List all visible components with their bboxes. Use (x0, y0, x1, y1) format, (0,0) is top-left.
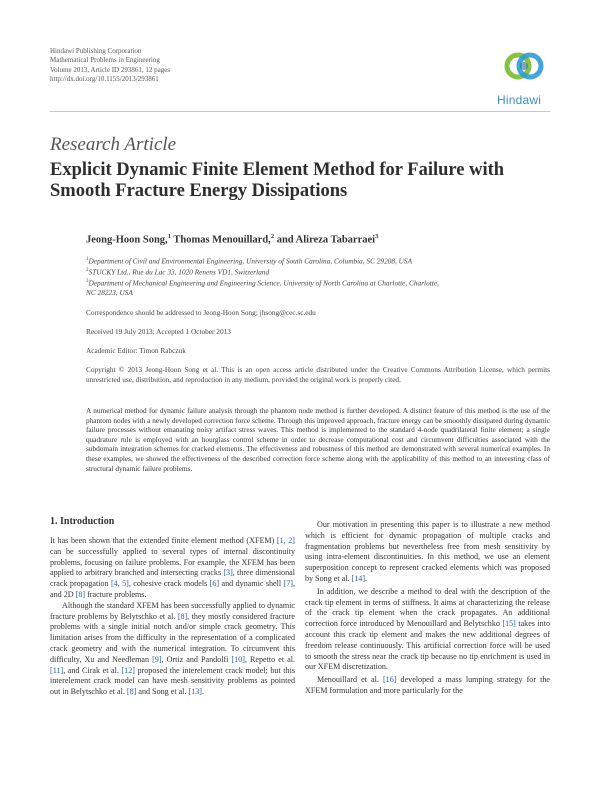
author-name: Thomas Menouillard, (173, 234, 271, 246)
citation-link[interactable]: [1, 2] (276, 536, 296, 545)
abstract: A numerical method for dynamic failure analysis through the phantom node method is further developed. A distinct feature of this method is the use of the phantom nodes with a newly developed correction force scheme. Through this improved approach, fracture energy can be smoothly dissipated during dynamic failure processes without emanating noisy artifact stress waves. This method is implemented to the standard 4-node quadrilateral finite element; a single quadrature rule is employed with an hourglass control scheme in order to decrease computational cost and circumvent difficulties associated with the subdomain integration schemes for cracked elements. The effectiveness and robustness of this method are demonstrated with several numerical examples. In these examples, we showed the effectiveness of the described correction force scheme along with the applicability of this method to an interesting class of structural dynamic failure problems. (86, 406, 550, 473)
paper-title: Explicit Dynamic Finite Element Method for Failure with Smooth Fracture Energy Dissipations (50, 160, 505, 201)
citation-link[interactable]: [4, 5] (110, 579, 129, 589)
paragraph: Although the standard XFEM has been successfully applied to dynamic fracture problems by Belytschko et al. [8], they mostly considered fracture problems with a single initial notch and/or simple crack geometry. This limitation arises from the difficulty in the representation of a complicated crack geometry and with the numerical integration. To circumvent this difficulty, Xu and Needleman [9], Ortiz and Pandolfi [10], Repetto et al. [11], and Cirak et al. [12] proposed the interelement crack model; but this interelement crack model can have mesh sensitivity problems as pointed out in Belytschko et al. [8] and Song et al. [13]. (50, 600, 295, 697)
citation-link[interactable]: [8] (75, 589, 86, 599)
citation-link[interactable]: [14] (351, 573, 366, 583)
paragraph: In addition, we describe a method to deal with the description of the crack tip element in terms of stiffness. It aims at characterizing the release of the crack tip element when the crack propagates. An additional correction force introduced by Menouillard and Belytschko [15] takes into account this crack tip element and makes the new additional degrees of freedom release continuously. This artificial correction force will be used to smooth the stress near the crack tip because no tip enrichment is used in our XFEM discretization. (305, 586, 550, 672)
citation-link[interactable]: [15] (502, 619, 516, 629)
citation-link[interactable]: [9] (152, 654, 162, 664)
doi-link[interactable]: http://dx.doi.org/10.1155/2013/293861 (50, 75, 159, 84)
author-sup: 1 (167, 233, 171, 240)
header-divider (50, 111, 550, 112)
author-sup: 3 (375, 233, 379, 240)
publisher-name: Hindawi Publishing Corporation (50, 47, 142, 55)
citation-link[interactable]: [11] (50, 665, 64, 675)
journal-name: Mathematical Problems in Engineering (50, 56, 160, 65)
citation-link[interactable]: [8] (177, 611, 188, 621)
citation-link[interactable]: [8] (126, 687, 137, 697)
affiliation-3: $^3$Department of Mechanical Engineering and Engineering Science, University of North Carolina at Charlotte, Charlotte, NC 28223, USA (86, 278, 439, 297)
article-type: Research Article (50, 134, 177, 155)
paragraph: It has been shown that the extended finite element method (XFEM) [1, 2] can be successfully applied to several types of internal discontinuity problems, focusing on failure problems. For example, the XFEM has been applied to arbitrary branched and intersecting cracks [3], three dimensional crack propagation [4, 5], cohesive crack models [6] and dynamic shell [7], and 2D [8] fracture problems. (50, 536, 296, 599)
citation-link[interactable]: [6] (209, 579, 220, 589)
left-column (50, 536, 295, 698)
section-heading: 1. Introduction (50, 516, 115, 527)
affiliation-1: $^1$Department of Civil and Environmental Engineering, University of South Carolina, Columbia, SC 29208, USA (86, 256, 413, 266)
citation-link[interactable]: [16] (382, 675, 397, 685)
volume-info: Volume 2013, Article ID 293861, 12 pages (50, 65, 171, 74)
affiliation-2: $^2$STUCKY Ltd., Rue du Lac 33, 1020 Renens VD1, Switzerland (86, 267, 270, 277)
correspondence: Correspondence should be addressed to Jeong-Hoon Song; jhsong@cec.sc.edu (86, 308, 316, 317)
citation-link[interactable]: [10] (231, 654, 245, 664)
hindawi-logo-word: Hindawi (497, 93, 542, 107)
citation-link[interactable]: [3] (223, 568, 233, 578)
journal-header (50, 47, 170, 85)
right-column (305, 520, 550, 697)
author-sup: 2 (270, 233, 275, 240)
author-name: and Alireza Tabarraei (276, 234, 376, 246)
academic-editor: Academic Editor: Timon Rabczuk (86, 346, 186, 355)
author-list (86, 233, 378, 246)
paragraph: Our motivation in presenting this paper is to illustrate a new method which is efficient for dynamic propagation of multiple cracks and fragmentation problems but nevertheless free from mesh sensitivity by using intra-element discontinuities. In this method, we use an element superposition concept to represent cracked elements which was proposed by Song et al. [14]. (305, 520, 550, 583)
citation-link[interactable]: [13] (188, 687, 202, 697)
paragraph: Menouillard et al. [16] developed a mass lumping strategy for the XFEM formulation and more particularly for the (305, 675, 550, 695)
received-dates: Received 19 July 2013; Accepted 1 October 2013 (86, 327, 231, 336)
citation-link[interactable]: [7] (283, 579, 293, 589)
copyright-notice: Copyright © 2013 Jeong-Hoon Song et al. This is an open access article distributed under the Creative Commons Attribution License, which permits unrestricted use, distribution, and reproduction in any medium, provided the original work is properly cited. (86, 365, 550, 384)
author-name: Jeong-Hoon Song, (86, 234, 168, 246)
citation-link[interactable]: [12] (121, 665, 135, 675)
